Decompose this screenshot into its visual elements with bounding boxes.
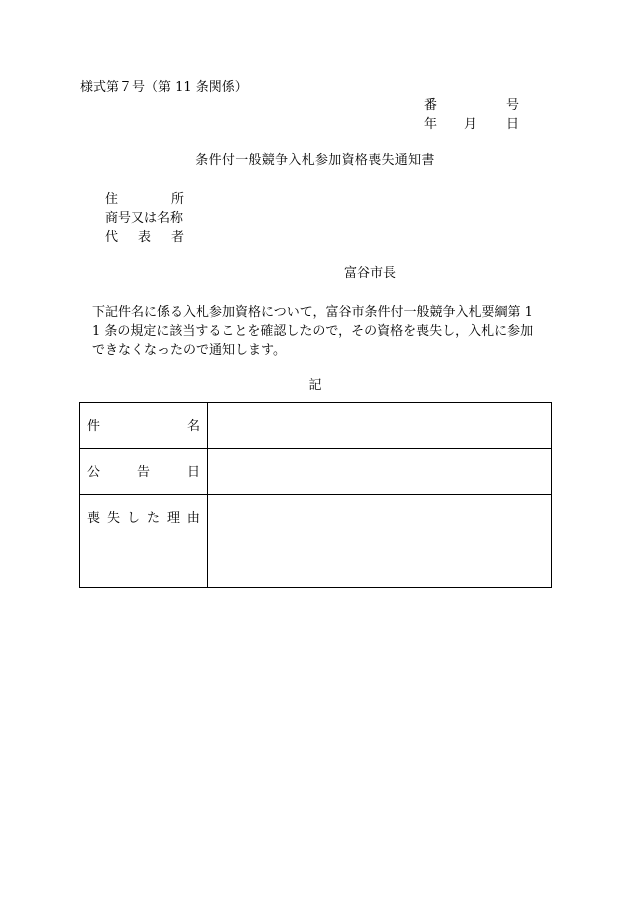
ki-heading: 記 xyxy=(308,378,322,393)
announcement-date-value-cell xyxy=(208,449,552,495)
announcement-date-label-cell: 公 告 日 xyxy=(80,449,208,495)
reason-value-cell xyxy=(208,495,552,588)
addressee-block xyxy=(105,190,195,247)
table-row xyxy=(80,495,552,588)
subject-value-cell xyxy=(208,403,552,449)
form-label: 様式第７号（第 11 条関係） xyxy=(80,80,248,95)
number-row xyxy=(424,98,520,117)
table-row xyxy=(80,403,552,449)
number-ban-label: 番 xyxy=(424,98,438,113)
address-label: 住 所 xyxy=(105,192,184,207)
company-name-label: 商号又は名称 xyxy=(105,211,184,226)
body-line-1: 下記件名に係る入札参加資格について，富谷市条件付一般競争入札要綱第 1 xyxy=(92,305,533,320)
date-day-label: 日 xyxy=(506,117,520,132)
body-line-3: できなくなったので通知します。 xyxy=(92,343,286,358)
representative-label: 代 表 者 xyxy=(105,230,184,245)
issuer-name: 富谷市長 xyxy=(344,266,397,281)
body-line-2: 1 条の規定に該当することを確認したので，その資格を喪失し，入札に参加 xyxy=(92,324,534,339)
date-month-label: 月 xyxy=(464,117,478,132)
subject-label-cell: 件 名 xyxy=(80,403,208,449)
date-row xyxy=(424,117,520,136)
number-go-label: 号 xyxy=(506,98,520,113)
document-title: 条件付一般競争入札参加資格喪失通知書 xyxy=(195,153,435,168)
details-table xyxy=(79,402,552,588)
reason-label-cell: 喪 失 し た 理 由 xyxy=(80,495,208,588)
date-year-label: 年 xyxy=(424,117,438,132)
notice-body xyxy=(92,303,550,360)
table-row xyxy=(80,449,552,495)
document-number-date xyxy=(424,98,520,136)
